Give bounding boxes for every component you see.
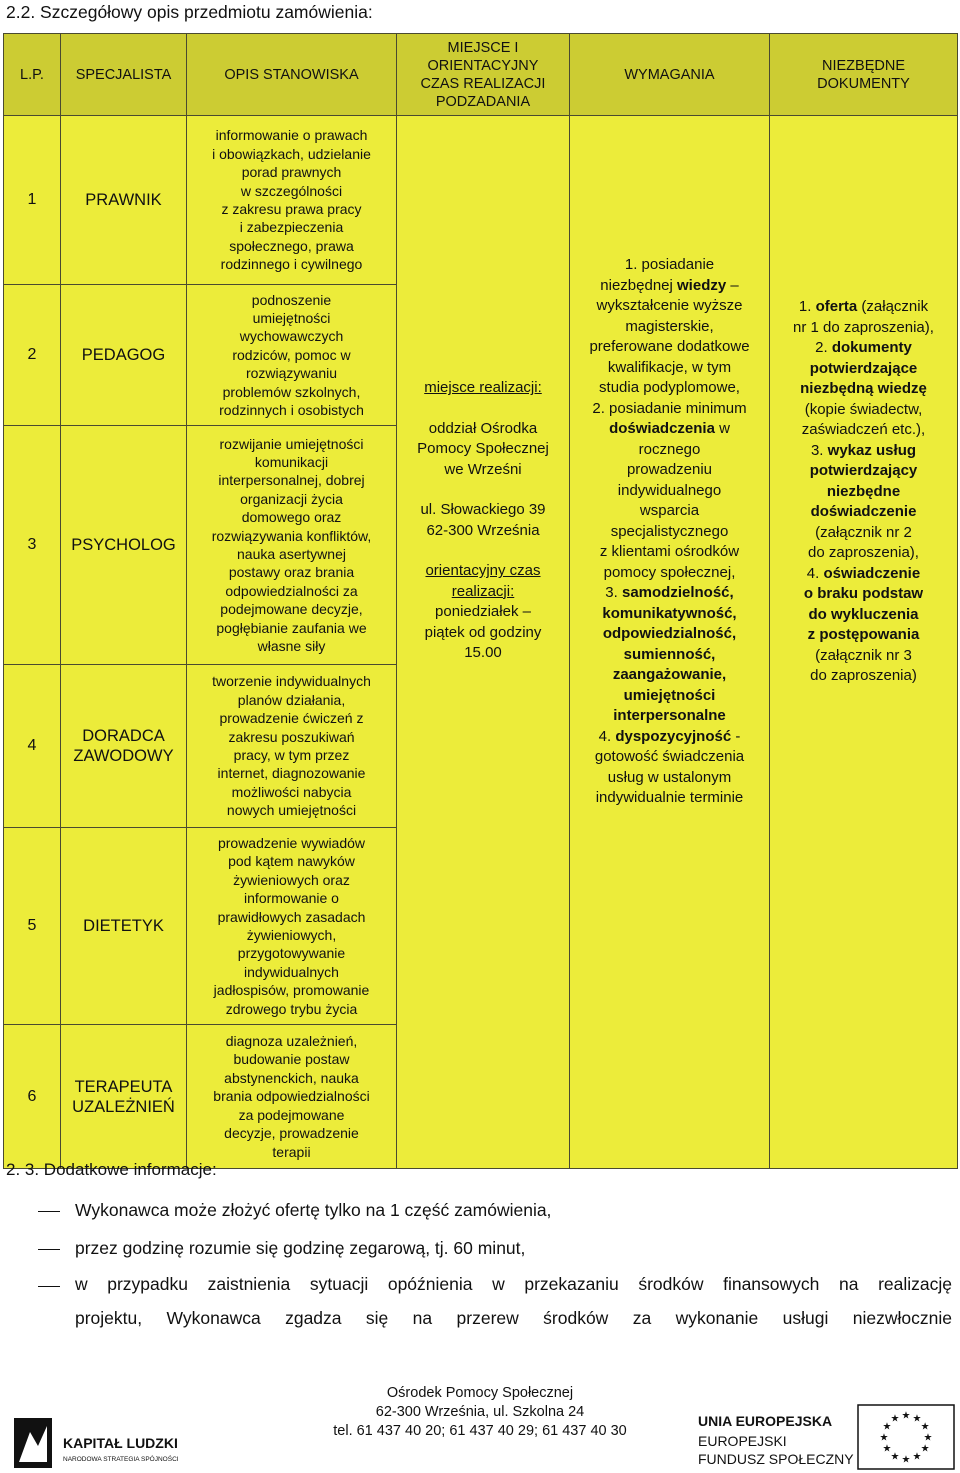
description-line: informowanie o bbox=[244, 890, 339, 907]
description-line: zakresu poszukiwań bbox=[228, 728, 355, 745]
text-segment: indywidualnego bbox=[617, 481, 722, 499]
requirement-line bbox=[573, 686, 766, 707]
description-line: indywidualnych bbox=[244, 963, 339, 980]
kl-logo-subtitle: NARODOWA STRATEGIA SPÓJNOŚCI bbox=[63, 1456, 179, 1463]
documents-cell bbox=[770, 116, 958, 1169]
text-segment: specjalistycznego bbox=[610, 522, 729, 540]
document-line bbox=[773, 646, 954, 667]
description-line: odpowiedzialności za bbox=[225, 582, 358, 599]
description-line: terapii bbox=[272, 1143, 311, 1160]
eu-star-icon: ★ bbox=[890, 1451, 900, 1463]
header-specjalista: SPECJALISTA bbox=[61, 34, 187, 116]
description-line: rozwiązywania konfliktów, bbox=[211, 527, 372, 544]
requirement-line bbox=[573, 378, 766, 399]
requirement-line bbox=[573, 358, 766, 379]
document-line bbox=[773, 441, 954, 462]
description-line: prowadzenie ćwiczeń z bbox=[219, 710, 364, 727]
specialist-name bbox=[61, 1025, 187, 1169]
requirement-line bbox=[573, 563, 766, 584]
time-label: realizacji: bbox=[451, 582, 515, 600]
row-number: 4 bbox=[4, 665, 61, 828]
document-line bbox=[773, 502, 954, 523]
specialist-name-line: TERAPEUTA bbox=[74, 1077, 173, 1096]
text-segment: magisterskie, bbox=[625, 317, 714, 335]
eu-logo bbox=[698, 1404, 956, 1470]
description-line: postawy oraz brania bbox=[228, 564, 355, 581]
requirement-line bbox=[573, 255, 766, 276]
bullet-dash bbox=[38, 1286, 60, 1287]
text-segment: usług w ustalonym bbox=[607, 768, 732, 786]
text-segment: doświadczenie bbox=[810, 503, 917, 521]
document-line bbox=[773, 523, 954, 544]
header-miejsce-line: PODZADANIA bbox=[435, 93, 531, 110]
bullet-dash bbox=[38, 1249, 60, 1250]
description-line: pod kątem nawyków bbox=[228, 853, 355, 870]
eu-logo-line2: EUROPEJSKI bbox=[698, 1433, 787, 1449]
kl-logo-title: KAPITAŁ LUDZKI bbox=[63, 1435, 178, 1451]
description-line: możliwości nabycia bbox=[231, 783, 352, 800]
text-segment: 3. bbox=[605, 584, 622, 602]
requirement-line bbox=[573, 501, 766, 522]
eu-star-icon: ★ bbox=[912, 1413, 922, 1425]
position-description bbox=[187, 1025, 397, 1169]
row-number: 6 bbox=[4, 1025, 61, 1169]
text-segment: indywidualnie terminie bbox=[595, 789, 744, 807]
description-line: społecznego, prawa bbox=[229, 237, 354, 254]
text-segment: (kopie świadectw, bbox=[804, 400, 923, 418]
document-line bbox=[773, 482, 954, 503]
text-segment: umiejętności bbox=[623, 686, 716, 704]
eu-logo-line3: FUNDUSZ SPOŁECZNY bbox=[698, 1451, 854, 1467]
requirement-line bbox=[573, 419, 766, 440]
position-description bbox=[187, 828, 397, 1025]
position-description bbox=[187, 285, 397, 426]
description-line: z zakresu prawa pracy bbox=[221, 201, 362, 217]
description-line: informowanie o prawach bbox=[215, 127, 368, 144]
kapital-ludzki-logo bbox=[14, 1418, 224, 1468]
description-line: prawidłowych zasadach bbox=[217, 908, 366, 925]
description-line: diagnoza uzależnień, bbox=[225, 1033, 358, 1050]
description-line: problemów szkolnych, bbox=[222, 383, 361, 400]
text-segment: 4. bbox=[806, 564, 824, 582]
text-segment: zaangażowanie, bbox=[612, 666, 727, 684]
requirements-cell bbox=[570, 116, 770, 1169]
document-line bbox=[773, 420, 954, 441]
description-line: planów działania, bbox=[237, 691, 346, 708]
description-line: porad prawnych bbox=[241, 164, 342, 181]
description-line: przygotowywanie bbox=[237, 945, 346, 962]
text-segment: pomocy społecznej, bbox=[603, 563, 736, 581]
header-lp: L.P. bbox=[4, 34, 61, 116]
position-description bbox=[187, 116, 397, 285]
description-line: jadłospisów, promowanie bbox=[213, 982, 370, 999]
description-line: decyzje, prowadzenie bbox=[224, 1125, 359, 1142]
text-segment: (załącznik nr 3 bbox=[815, 646, 912, 664]
text-segment: do zaproszenia) bbox=[810, 667, 917, 685]
description-line: wychowawczych bbox=[239, 328, 344, 345]
requirements-list bbox=[573, 255, 766, 809]
description-line: pogłębianie zaufania we bbox=[216, 619, 367, 636]
specialist-name-line: PRAWNIK bbox=[85, 191, 162, 209]
time-line: piątek od godziny bbox=[424, 623, 542, 641]
requirement-line bbox=[573, 665, 766, 686]
text-segment: z postępowania bbox=[807, 626, 920, 644]
description-line: i zabezpieczenia bbox=[239, 219, 344, 236]
description-line: nauka asertywnej bbox=[237, 546, 346, 562]
description-line: domowego oraz bbox=[241, 509, 342, 526]
eu-star-icon: ★ bbox=[890, 1413, 900, 1425]
text-segment: wykształcenie wyższe bbox=[596, 297, 743, 315]
header-wymagania: WYMAGANIA bbox=[570, 34, 770, 116]
requirement-line bbox=[573, 522, 766, 543]
description-line: własne siły bbox=[257, 638, 326, 655]
header-miejsce-line: CZAS REALIZACJI bbox=[420, 75, 546, 92]
eu-star-icon: ★ bbox=[882, 1443, 892, 1455]
text-segment: (załącznik nr 2 bbox=[815, 523, 912, 541]
description-line: interpersonalnej, dobrej bbox=[218, 472, 365, 489]
position-description bbox=[187, 665, 397, 828]
text-segment: (załącznik bbox=[857, 298, 929, 316]
document-line bbox=[773, 564, 954, 585]
requirement-line bbox=[573, 276, 766, 297]
requirement-line bbox=[573, 399, 766, 420]
description-line: za podejmowane bbox=[238, 1106, 345, 1123]
header-miejsce-line: ORIENTACYJNY bbox=[427, 57, 539, 74]
header-miejsce-line: MIEJSCE I bbox=[447, 39, 519, 56]
header-dokumenty bbox=[770, 34, 958, 116]
description-line: budowanie postaw bbox=[233, 1051, 350, 1068]
eu-star-icon: ★ bbox=[920, 1421, 930, 1433]
text-segment: interpersonalne bbox=[613, 707, 726, 725]
description-line: żywieniowych oraz bbox=[233, 871, 350, 888]
description-line: i obowiązkach, udzielanie bbox=[212, 145, 371, 162]
eu-star-icon: ★ bbox=[920, 1443, 930, 1455]
text-segment: do zaproszenia), bbox=[808, 544, 919, 562]
specialist-name bbox=[61, 665, 187, 828]
requirement-line bbox=[573, 317, 766, 338]
text-segment: 1. bbox=[798, 298, 816, 316]
requirement-line bbox=[573, 747, 766, 768]
text-segment: dyspozycyjność bbox=[615, 727, 732, 745]
document-line bbox=[773, 318, 954, 339]
requirement-line bbox=[573, 337, 766, 358]
specialist-name-line: DIETETYK bbox=[83, 917, 164, 935]
requirement-line bbox=[573, 460, 766, 481]
header-opis: OPIS STANOWISKA bbox=[187, 34, 397, 116]
description-line: brania odpowiedzialności bbox=[213, 1088, 370, 1105]
description-line: prowadzenie wywiadów bbox=[217, 834, 366, 851]
documents-list bbox=[773, 297, 954, 687]
text-segment: - bbox=[731, 727, 741, 745]
text-segment: nr 1 do zaproszenia), bbox=[793, 318, 934, 336]
address-line: 62-300 Września bbox=[426, 521, 540, 539]
location-line: oddział Ośrodka bbox=[428, 419, 538, 437]
time-line: poniedziałek – bbox=[435, 603, 531, 621]
specialist-name-line: DORADCA bbox=[82, 727, 165, 745]
footer-street: 62-300 Września, ul. Szkolna 24 bbox=[375, 1404, 585, 1420]
description-line: rodziców, pomoc w bbox=[232, 346, 351, 363]
footer-name: Ośrodek Pomocy Społecznej bbox=[386, 1385, 574, 1401]
document-line bbox=[773, 400, 954, 421]
eu-star-icon: ★ bbox=[901, 1410, 911, 1422]
description-line: rozwiązywaniu bbox=[245, 365, 338, 382]
requirement-line bbox=[573, 296, 766, 317]
requirement-line bbox=[573, 645, 766, 666]
text-segment: 4. bbox=[598, 727, 616, 745]
table-row bbox=[4, 116, 958, 285]
location-line: we Wrześni bbox=[444, 460, 522, 478]
specialist-name bbox=[61, 285, 187, 426]
time-line: 15.00 bbox=[464, 644, 502, 662]
description-line: rodzinnych i osobistych bbox=[219, 402, 364, 419]
text-segment: samodzielność, bbox=[621, 584, 734, 602]
requirement-line bbox=[573, 604, 766, 625]
text-segment: 3. bbox=[810, 441, 828, 459]
description-line: zdrowego trybu życia bbox=[225, 1000, 358, 1017]
eu-logo-line1: UNIA EUROPEJSKA bbox=[698, 1413, 833, 1429]
description-line: w szczególności bbox=[240, 182, 343, 199]
address-line: ul. Słowackiego 39 bbox=[420, 501, 546, 519]
location-label: miejsce realizacji: bbox=[424, 379, 542, 397]
text-segment: niezbędnej bbox=[600, 276, 678, 294]
eu-star-icon: ★ bbox=[882, 1421, 892, 1433]
description-line: rodzinnego i cywilnego bbox=[220, 256, 363, 273]
info-bullet-continuation: projektu, Wykonawca zgadza się na przerew środków za wykonanie usługi niezwłocznie bbox=[75, 1308, 952, 1328]
info-bullet: w przypadku zaistnienia sytuacji opóźnienia w przekazaniu środków finansowych na realizację bbox=[75, 1274, 952, 1294]
requirement-line bbox=[573, 706, 766, 727]
location-cell bbox=[397, 116, 570, 1169]
requirement-line bbox=[573, 624, 766, 645]
description-line: komunikacji bbox=[254, 453, 329, 470]
section-title: 2.2. Szczegółowy opis przedmiotu zamówienia: bbox=[6, 2, 373, 22]
description-line: podnoszenie bbox=[251, 291, 332, 308]
position-description bbox=[187, 426, 397, 665]
document-line bbox=[773, 297, 954, 318]
text-segment: 2. posiadanie minimum bbox=[592, 399, 747, 417]
eu-star-icon: ★ bbox=[901, 1454, 911, 1466]
description-line: organizacji życia bbox=[240, 490, 343, 507]
description-line: internet, diagnozowanie bbox=[217, 765, 366, 782]
document-line bbox=[773, 359, 954, 380]
text-segment: do wykluczenia bbox=[808, 605, 919, 623]
text-segment: 1. posiadanie bbox=[624, 256, 715, 274]
eu-star-icon: ★ bbox=[879, 1432, 889, 1444]
text-segment: dokumenty bbox=[831, 339, 912, 357]
time-label: orientacyjny czas bbox=[425, 562, 541, 580]
location-line: Pomocy Społecznej bbox=[417, 440, 549, 458]
description-line: umiejętności bbox=[252, 309, 331, 326]
additional-info-heading: 2. 3. Dodatkowe informacje: bbox=[6, 1160, 217, 1179]
header-dokumenty-line: NIEZBĘDNE bbox=[822, 57, 905, 74]
text-segment: wykaz usług bbox=[827, 441, 917, 459]
specialist-name-line: UZALEŻNIEŃ bbox=[72, 1097, 175, 1116]
document-line bbox=[773, 666, 954, 687]
requirement-line bbox=[573, 440, 766, 461]
specialist-name-line: PEDAGOG bbox=[81, 346, 166, 364]
header-dokumenty-line: DOKUMENTY bbox=[817, 75, 910, 92]
text-segment: z klientami ośrodków bbox=[599, 543, 740, 561]
text-segment: oświadczenie bbox=[823, 564, 921, 582]
info-bullet: przez godzinę rozumie się godzinę zegarową, tj. 60 minut, bbox=[75, 1238, 526, 1258]
text-segment: potwierdzający bbox=[809, 462, 918, 480]
text-segment: o braku podstaw bbox=[803, 585, 924, 603]
eu-star-icon: ★ bbox=[912, 1451, 922, 1463]
text-segment: studia podyplomowe, bbox=[599, 379, 740, 397]
description-line: abstynenckich, nauka bbox=[224, 1069, 359, 1086]
requirement-line bbox=[573, 768, 766, 789]
footer-phones: tel. 61 437 40 20; 61 437 40 29; 61 437 40 30 bbox=[333, 1423, 627, 1439]
requirement-line bbox=[573, 727, 766, 748]
document-line bbox=[773, 461, 954, 482]
specialist-name bbox=[61, 116, 187, 285]
document-line bbox=[773, 584, 954, 605]
text-segment: zaświadczeń etc.), bbox=[801, 421, 926, 439]
document-line bbox=[773, 379, 954, 400]
document-line bbox=[773, 543, 954, 564]
specialist-name-line: PSYCHOLOG bbox=[71, 536, 176, 554]
text-segment: odpowiedzialność, bbox=[602, 625, 737, 643]
text-segment: komunikatywność, bbox=[602, 604, 737, 622]
requirement-line bbox=[573, 583, 766, 604]
specialist-name bbox=[61, 828, 187, 1025]
row-number: 5 bbox=[4, 828, 61, 1025]
text-segment: wiedzy bbox=[677, 276, 727, 294]
row-number: 1 bbox=[4, 116, 61, 285]
specialist-name bbox=[61, 426, 187, 665]
text-segment: wsparcia bbox=[639, 502, 700, 520]
row-number: 2 bbox=[4, 285, 61, 426]
order-details-table bbox=[3, 33, 958, 1169]
text-segment: preferowane dodatkowe bbox=[589, 338, 750, 356]
header-miejsce bbox=[397, 34, 570, 116]
requirement-line bbox=[573, 542, 766, 563]
text-segment: oferta bbox=[815, 298, 858, 316]
description-line: tworzenie indywidualnych bbox=[212, 673, 371, 690]
description-line: żywieniowych, bbox=[246, 927, 337, 943]
document-line bbox=[773, 338, 954, 359]
document-line bbox=[773, 605, 954, 626]
description-line: podejmowane decyzje, bbox=[220, 601, 363, 618]
document-line bbox=[773, 625, 954, 646]
text-segment: sumienność, bbox=[623, 645, 716, 663]
text-segment: gotowość świadczenia bbox=[594, 748, 745, 766]
requirement-line bbox=[573, 788, 766, 809]
description-line: rozwijanie umiejętności bbox=[219, 435, 364, 452]
row-number: 3 bbox=[4, 426, 61, 665]
description-line: nowych umiejętności bbox=[226, 802, 357, 819]
specialist-name-line: ZAWODOWY bbox=[73, 747, 174, 765]
text-segment: rocznego bbox=[638, 440, 701, 458]
eu-star-icon: ★ bbox=[923, 1432, 933, 1444]
text-segment: prowadzeniu bbox=[626, 461, 713, 479]
text-segment: niezbędne bbox=[826, 482, 901, 500]
requirement-line bbox=[573, 481, 766, 502]
description-line: pracy, w tym przez bbox=[233, 747, 350, 763]
table-header-row bbox=[4, 34, 958, 116]
eu-stars-icon bbox=[880, 1411, 933, 1466]
text-segment: w bbox=[714, 420, 730, 438]
text-segment: – bbox=[726, 276, 739, 294]
text-segment: potwierdzające bbox=[809, 359, 918, 377]
text-segment: kwalifikacje, w tym bbox=[607, 358, 732, 376]
text-segment: doświadczenia bbox=[609, 420, 715, 438]
bullet-dash bbox=[38, 1211, 60, 1212]
text-segment: niezbędną wiedzę bbox=[800, 380, 927, 398]
text-segment: 2. bbox=[815, 339, 832, 357]
info-bullet: Wykonawca może złożyć ofertę tylko na 1 część zamówienia, bbox=[75, 1200, 552, 1220]
